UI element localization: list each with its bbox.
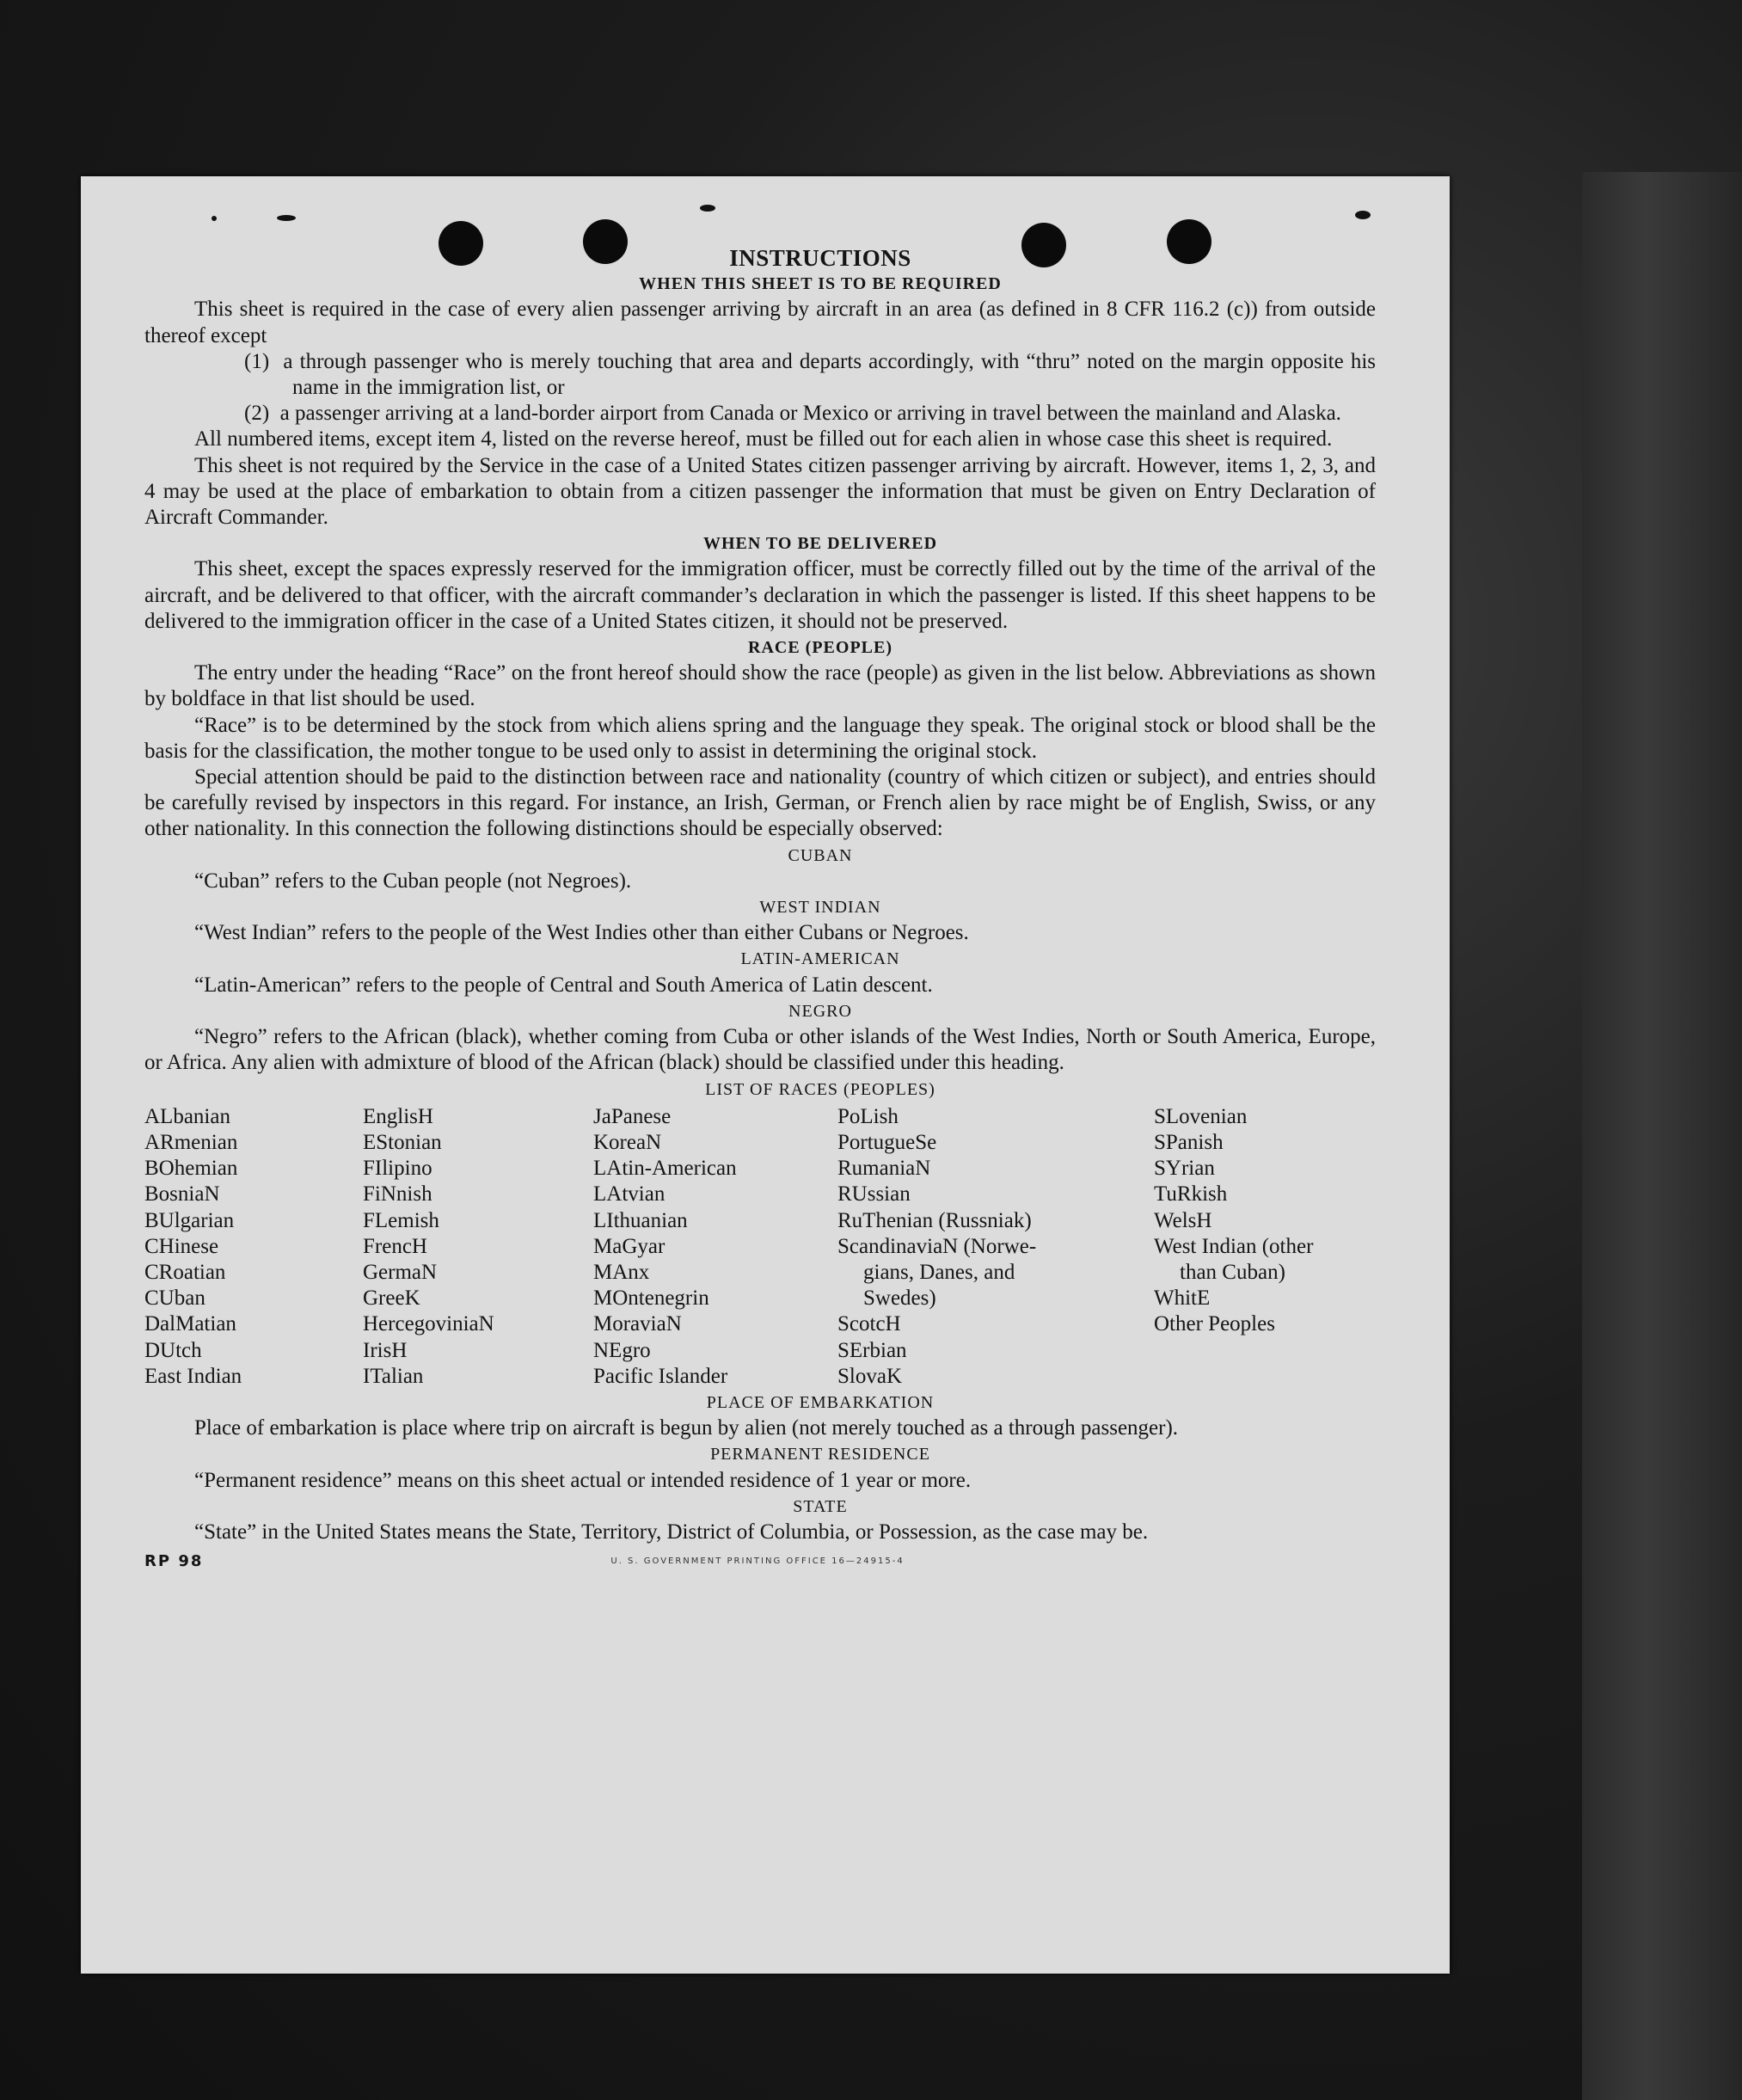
race-entry: GreeK bbox=[363, 1286, 420, 1311]
scan-edge bbox=[1582, 172, 1742, 2100]
race-list bbox=[144, 1104, 1376, 1390]
race-entry: RUssian bbox=[837, 1182, 911, 1207]
race-entry: RuThenian (Russniak) bbox=[837, 1208, 1032, 1232]
paragraph: “Cuban” refers to the Cuban people (not Negroes). bbox=[194, 869, 632, 893]
race-entry: GermaN bbox=[363, 1260, 438, 1284]
race-entry: SYrian bbox=[1154, 1157, 1215, 1181]
paragraph: “Race” is to be determined by the stock from which aliens spring and the language they speak. The original stock or blood shall be the basis for the classification, the mother tongue to be used only to assist in determining the original stock. bbox=[144, 713, 1376, 763]
section-heading-race: RACE (PEOPLE) bbox=[748, 638, 892, 658]
race-entry: SLovenian bbox=[1154, 1104, 1248, 1128]
document-page bbox=[81, 176, 1450, 1974]
race-entry: MOntenegrin bbox=[593, 1286, 709, 1311]
race-entry: LAtvian bbox=[593, 1182, 666, 1207]
race-column bbox=[593, 1104, 837, 1390]
race-entry: FIlipino bbox=[363, 1157, 432, 1181]
race-entry: DalMatian bbox=[144, 1312, 236, 1336]
paragraph: “Permanent residence” means on this sheet actual or intended residence of 1 year or more. bbox=[194, 1468, 972, 1492]
race-entry: ARmenian bbox=[144, 1130, 238, 1154]
race-entry: Swedes) bbox=[863, 1286, 936, 1311]
race-entry: TuRkish bbox=[1154, 1182, 1228, 1207]
section-heading-required: WHEN THIS SHEET IS TO BE REQUIRED bbox=[639, 274, 1002, 294]
paragraph: This sheet is required in the case of every alien passenger arriving by aircraft in an area (as defined in 8 CFR 116.2 (c)) from outside thereof except bbox=[144, 298, 1376, 347]
speck bbox=[277, 215, 296, 221]
race-entry: DUtch bbox=[144, 1338, 202, 1362]
race-entry: SErbian bbox=[837, 1338, 907, 1362]
footer bbox=[144, 1549, 1376, 1575]
race-entry: RumaniaN bbox=[837, 1157, 931, 1181]
paragraph: This sheet, except the spaces expressly reserved for the immigration officer, must be correctly filled out by the time of the arrival of the aircraft, and be delivered to that officer, with the aircraft commander’s declaration in which the passenger is listed. If this sheet happens to be delivered to the immigration officer in the case of a United States citizen, it should not be preserved. bbox=[144, 557, 1376, 633]
paragraph: The entry under the heading “Race” on the front hereof should show the race (people) as given in the list below. Abbreviations as shown by boldface in that list should be used. bbox=[144, 661, 1376, 711]
section-heading-delivered: WHEN TO BE DELIVERED bbox=[702, 534, 938, 554]
race-entry: PortugueSe bbox=[837, 1130, 937, 1154]
race-entry: LAtin-American bbox=[593, 1157, 737, 1181]
race-entry: ScandinaviaN (Norwe- bbox=[837, 1234, 1037, 1258]
paragraph: All numbered items, except item 4, listed on the reverse hereof, must be filled out for each alien in whose case this sheet is required. bbox=[194, 427, 1333, 451]
paragraph: Special attention should be paid to the distinction between race and nationality (country of which citizen or subject), and entries should be carefully revised by inspectors in this regard. For instance, an Irish, German, or French alien by race might be of English, Swiss, or any other nationality. In this connection the following distinctions should be especially observed: bbox=[144, 765, 1376, 841]
race-entry: WelsH bbox=[1154, 1208, 1212, 1232]
form-code: RP 98 bbox=[144, 1552, 204, 1571]
race-entry: FiNnish bbox=[363, 1182, 432, 1207]
section-heading-cuban: CUBAN bbox=[788, 845, 853, 865]
race-column bbox=[363, 1104, 593, 1390]
race-entry: HercegoviniaN bbox=[363, 1312, 494, 1336]
paragraph: “Latin-American” refers to the people of Central and South America of Latin descent. bbox=[194, 973, 933, 997]
race-entry: KoreaN bbox=[593, 1130, 662, 1154]
race-entry: Other Peoples bbox=[1154, 1312, 1275, 1336]
race-column bbox=[837, 1104, 1154, 1390]
race-entry: BOhemian bbox=[144, 1157, 238, 1181]
race-entry: CRoatian bbox=[144, 1260, 226, 1284]
race-entry: EnglisH bbox=[363, 1104, 433, 1128]
paragraph: “Negro” refers to the African (black), whether coming from Cuba or other islands of the West Indies, North or South America, Europe, or Africa. Any alien with admixture of blood of the African (black) should be classified under this heading. bbox=[144, 1025, 1376, 1075]
race-column bbox=[144, 1104, 363, 1390]
race-entry: gians, Danes, and bbox=[863, 1260, 1015, 1284]
race-entry: EStonian bbox=[363, 1130, 442, 1154]
race-entry: than Cuban) bbox=[1180, 1260, 1285, 1284]
race-entry: CHinese bbox=[144, 1234, 219, 1258]
race-entry: MoraviaN bbox=[593, 1312, 682, 1336]
race-entry: SPanish bbox=[1154, 1130, 1224, 1154]
race-column bbox=[1154, 1104, 1377, 1390]
race-entry: MaGyar bbox=[593, 1234, 666, 1258]
speck bbox=[1355, 211, 1371, 219]
section-heading-state: STATE bbox=[793, 1496, 848, 1516]
paragraph: This sheet is not required by the Service in the case of a United States citizen passenger arriving by aircraft. However, items 1, 2, 3, and 4 may be used at the place of embarkation to obtain from a citizen passenger the information that must be given on Entry Declaration of Aircraft Commander. bbox=[144, 453, 1376, 530]
race-entry: FrencH bbox=[363, 1234, 427, 1258]
section-heading-embarkation: PLACE OF EMBARKATION bbox=[706, 1392, 935, 1412]
race-entry: JaPanese bbox=[593, 1104, 672, 1128]
race-entry: SlovaK bbox=[837, 1364, 902, 1388]
section-heading-race-list: LIST OF RACES (PEOPLES) bbox=[705, 1079, 935, 1099]
race-entry: PoLish bbox=[837, 1104, 899, 1128]
race-entry: MAnx bbox=[593, 1260, 650, 1284]
speck bbox=[700, 205, 715, 212]
list-item bbox=[144, 401, 1376, 427]
section-heading-west-indian: WEST INDIAN bbox=[759, 898, 881, 918]
item-number: (2) bbox=[244, 402, 270, 426]
instructions-content bbox=[144, 245, 1376, 1575]
item-text: a through passenger who is merely touching that area and departs accordingly, with “thru” noted on the margin opposite his name in the immigration list, or bbox=[283, 349, 1377, 400]
race-entry: BosniaN bbox=[144, 1182, 220, 1207]
race-entry: FLemish bbox=[363, 1208, 439, 1232]
race-entry: ScotcH bbox=[837, 1312, 901, 1336]
item-number: (1) bbox=[244, 349, 270, 373]
section-heading-negro: NEGRO bbox=[788, 1001, 852, 1021]
speck bbox=[212, 216, 217, 221]
race-entry: NEgro bbox=[593, 1338, 651, 1362]
paragraph: Place of embarkation is place where trip on aircraft is begun by alien (not merely touched as a through passenger). bbox=[194, 1416, 1179, 1440]
section-heading-residence: PERMANENT RESIDENCE bbox=[710, 1445, 930, 1464]
page-title: INSTRUCTIONS bbox=[729, 245, 911, 271]
race-entry: WhitE bbox=[1154, 1286, 1211, 1311]
race-entry: LIthuanian bbox=[593, 1208, 688, 1232]
race-entry: CUban bbox=[144, 1286, 205, 1311]
paragraph: “West Indian” refers to the people of the West Indies other than either Cubans or Negroes. bbox=[194, 921, 969, 945]
race-entry: East Indian bbox=[144, 1364, 242, 1388]
race-entry: ALbanian bbox=[144, 1104, 230, 1128]
race-entry: IrisH bbox=[363, 1338, 408, 1362]
race-entry: West Indian (other bbox=[1154, 1234, 1314, 1258]
item-text: a passenger arriving at a land-border airport from Canada or Mexico or arriving in travel between the mainland and Alaska. bbox=[279, 402, 1341, 426]
list-item bbox=[144, 349, 1376, 401]
paragraph: “State” in the United States means the State, Territory, District of Columbia, or Possession, as the case may be. bbox=[194, 1520, 1149, 1544]
race-entry: ITalian bbox=[363, 1364, 424, 1388]
printer-line: U. S. GOVERNMENT PRINTING OFFICE 16—24915-4 bbox=[610, 1557, 905, 1567]
section-heading-latin-american: LATIN-AMERICAN bbox=[740, 949, 900, 969]
race-entry: BUlgarian bbox=[144, 1208, 235, 1232]
race-entry: Pacific Islander bbox=[593, 1364, 728, 1388]
